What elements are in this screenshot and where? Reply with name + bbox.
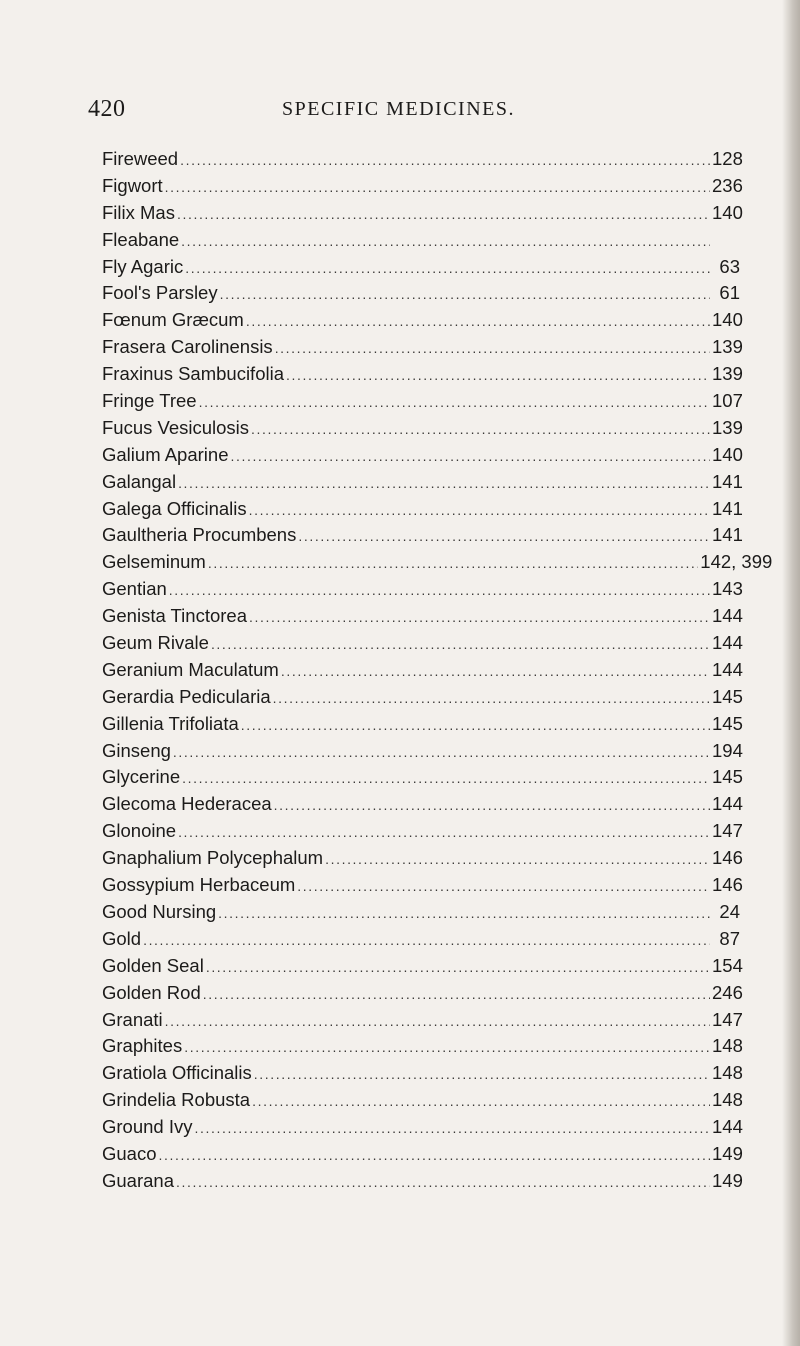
index-entry: [102, 254, 740, 281]
index-entry: [102, 1007, 743, 1034]
entry-term: Good Nursing: [102, 900, 217, 922]
entry-page-number: 63: [719, 255, 740, 277]
entry-page-number: 147: [712, 1008, 743, 1030]
leader-dots: [252, 1088, 710, 1115]
leader-dots: [281, 658, 710, 685]
index-entry: [102, 684, 743, 711]
entry-term: Glycerine: [102, 766, 181, 788]
index-entry: [102, 1087, 743, 1114]
entry-page-number: 154: [712, 954, 743, 976]
index-entry: [102, 200, 743, 227]
entry-page-number: 149: [712, 1142, 743, 1164]
entry-page-number: 139: [712, 363, 743, 385]
leader-dots: [165, 174, 710, 201]
entry-term: Fly Agaric: [102, 255, 184, 277]
index-entry: [102, 603, 743, 630]
entry-term: Galega Officinalis: [102, 497, 247, 519]
entry-page-number: 24: [719, 900, 740, 922]
entry-term: Fucus Vesiculosis: [102, 416, 250, 438]
entry-term: Grindelia Robusta: [102, 1089, 251, 1111]
index-entry: [102, 307, 743, 334]
running-title: SPECIFIC MEDICINES.: [282, 98, 515, 120]
entry-term: Gillenia Trifoliata: [102, 712, 239, 734]
entry-term: Galium Aparine: [102, 443, 229, 465]
entry-page-number: 148: [712, 1089, 743, 1111]
entry-term: Fringe Tree: [102, 390, 197, 412]
index-entry: [102, 657, 743, 684]
entry-page-number: 140: [712, 309, 743, 331]
leader-dots: [249, 604, 710, 631]
entry-term: Ginseng: [102, 739, 171, 761]
index-entry: [102, 280, 740, 307]
index-entry: [102, 899, 740, 926]
index-entry: [102, 872, 743, 899]
leader-dots: [184, 1034, 710, 1061]
index-entry: [102, 1168, 743, 1195]
index-entry: [102, 1033, 743, 1060]
entry-term: Golden Rod: [102, 981, 201, 1003]
index-entry: [102, 791, 743, 818]
entry-term: Geum Rivale: [102, 632, 209, 654]
leader-dots: [182, 765, 710, 792]
leader-dots: [195, 1115, 711, 1142]
leader-dots: [203, 981, 710, 1008]
entry-page-number: 144: [712, 1116, 743, 1138]
leader-dots: [211, 631, 710, 658]
entry-term: Figwort: [102, 174, 163, 196]
index-entry: [102, 415, 743, 442]
page-edge-shadow: [782, 0, 800, 1346]
entry-term: Fool's Parsley: [102, 282, 218, 304]
leader-dots: [246, 308, 710, 335]
index-entry: [102, 1114, 743, 1141]
leader-dots: [180, 147, 710, 174]
index-entry: [102, 738, 743, 765]
entry-term: Gerardia Pedicularia: [102, 685, 271, 707]
leader-dots: [143, 927, 710, 954]
entry-term: Gold: [102, 927, 142, 949]
leader-dots: [178, 470, 710, 497]
entry-page-number: 146: [712, 874, 743, 896]
index-entry: [102, 1060, 743, 1087]
entry-page-number: 148: [712, 1062, 743, 1084]
index-entry: [102, 522, 743, 549]
entry-term: Frasera Carolinensis: [102, 336, 273, 358]
entry-page-number: 107: [712, 390, 743, 412]
entry-term: Geranium Maculatum: [102, 658, 279, 680]
leader-dots: [220, 281, 710, 308]
index-entry: [102, 711, 743, 738]
index-entry: [102, 630, 743, 657]
leader-dots: [165, 1008, 710, 1035]
index-entry: [102, 334, 743, 361]
entry-page-number: 141: [712, 470, 743, 492]
index-entry: [102, 173, 743, 200]
entry-page-number: 87: [719, 927, 740, 949]
entry-page-number: 139: [712, 416, 743, 438]
entry-term: Granati: [102, 1008, 163, 1030]
entry-term: Genista Tinctorea: [102, 605, 247, 627]
index-entry: [102, 1141, 743, 1168]
leader-dots: [254, 1061, 710, 1088]
leader-dots: [286, 362, 710, 389]
entry-term: Graphites: [102, 1035, 183, 1057]
entry-page-number: 144: [712, 658, 743, 680]
leader-dots: [274, 792, 710, 819]
leader-dots: [275, 335, 710, 362]
entry-term: Gelseminum: [102, 551, 206, 573]
leader-dots: [177, 201, 710, 228]
entry-page-number: 141: [712, 524, 743, 546]
entry-term: Fireweed: [102, 148, 179, 169]
leader-dots: [249, 497, 710, 524]
entry-term: Galangal: [102, 470, 177, 492]
index-entry: [102, 980, 743, 1007]
entry-page-number: 145: [712, 685, 743, 707]
leader-dots: [185, 255, 710, 282]
index-entry: [102, 926, 740, 953]
leader-dots: [199, 389, 710, 416]
index-entry: [102, 953, 743, 980]
index-entry: [102, 469, 743, 496]
entry-page-number: 147: [712, 820, 743, 842]
index-entry: [102, 818, 743, 845]
index-entry: [102, 549, 773, 576]
entry-term: Guarana: [102, 1169, 174, 1191]
leader-dots: [298, 523, 710, 550]
page-number: 420: [88, 96, 126, 122]
index-entry: [102, 764, 743, 791]
entry-term: Fœnum Græcum: [102, 309, 244, 331]
index-entry: [102, 442, 743, 469]
leader-dots: [178, 819, 710, 846]
entry-page-number: 149: [712, 1169, 743, 1191]
leader-dots: [297, 873, 710, 900]
leader-dots: [325, 846, 710, 873]
leader-dots: [206, 954, 710, 981]
entry-term: Gnaphalium Polycephalum: [102, 847, 324, 869]
leader-dots: [159, 1142, 710, 1169]
entry-term: Gentian: [102, 578, 167, 600]
entry-term: Fraxinus Sambucifolia: [102, 363, 284, 385]
leader-dots: [208, 550, 698, 577]
entry-page-number: 144: [712, 605, 743, 627]
entry-page-number: 246: [712, 981, 743, 1003]
index-entry: [102, 845, 743, 872]
leader-dots: [169, 577, 710, 604]
entry-page-number: 145: [712, 712, 743, 734]
leader-dots: [173, 739, 710, 766]
entry-page-number: 142, 399: [700, 551, 773, 573]
entry-term: Gaultheria Procumbens: [102, 524, 297, 546]
entry-page-number: 148: [712, 1035, 743, 1057]
entry-term: Guaco: [102, 1142, 157, 1164]
leader-dots: [241, 712, 710, 739]
entry-page-number: 61: [719, 282, 740, 304]
entry-term: Glonoine: [102, 820, 177, 842]
index-entry: [102, 146, 743, 173]
entry-term: Ground Ivy: [102, 1116, 193, 1138]
entry-term: Gossypium Herbaceum: [102, 874, 296, 896]
index-entry: [102, 361, 743, 388]
entry-term: Gratiola Officinalis: [102, 1062, 252, 1084]
entry-page-number: 139: [712, 336, 743, 358]
entry-page-number: 140: [712, 443, 743, 465]
index-entry: [102, 388, 743, 415]
entry-term: Golden Seal: [102, 954, 204, 976]
leader-dots: [251, 416, 710, 443]
index-entry: [102, 576, 743, 603]
leader-dots: [230, 443, 710, 470]
entry-page-number: 144: [712, 632, 743, 654]
leader-dots: [273, 685, 710, 712]
entry-term: Glecoma Hederacea: [102, 793, 272, 815]
leader-dots: [218, 900, 710, 927]
entry-page-number: 236: [712, 174, 743, 196]
entry-term: Filix Mas: [102, 201, 175, 223]
entry-page-number: 146: [712, 847, 743, 869]
entry-term: Fleabane: [102, 228, 180, 250]
entry-page-number: 141: [712, 497, 743, 519]
entry-page-number: 194: [712, 739, 743, 761]
entry-page-number: 140: [712, 201, 743, 223]
leader-dots: [176, 1169, 710, 1196]
index-list: [102, 146, 773, 1195]
entry-page-number: 143: [712, 578, 743, 600]
leader-dots: [181, 228, 710, 255]
index-entry: [102, 496, 743, 523]
entry-page-number: 144: [712, 793, 743, 815]
entry-page-number: 145: [712, 766, 743, 788]
entry-page-number: 128: [712, 148, 743, 169]
page-header: [0, 96, 800, 126]
index-entry: [102, 227, 740, 254]
